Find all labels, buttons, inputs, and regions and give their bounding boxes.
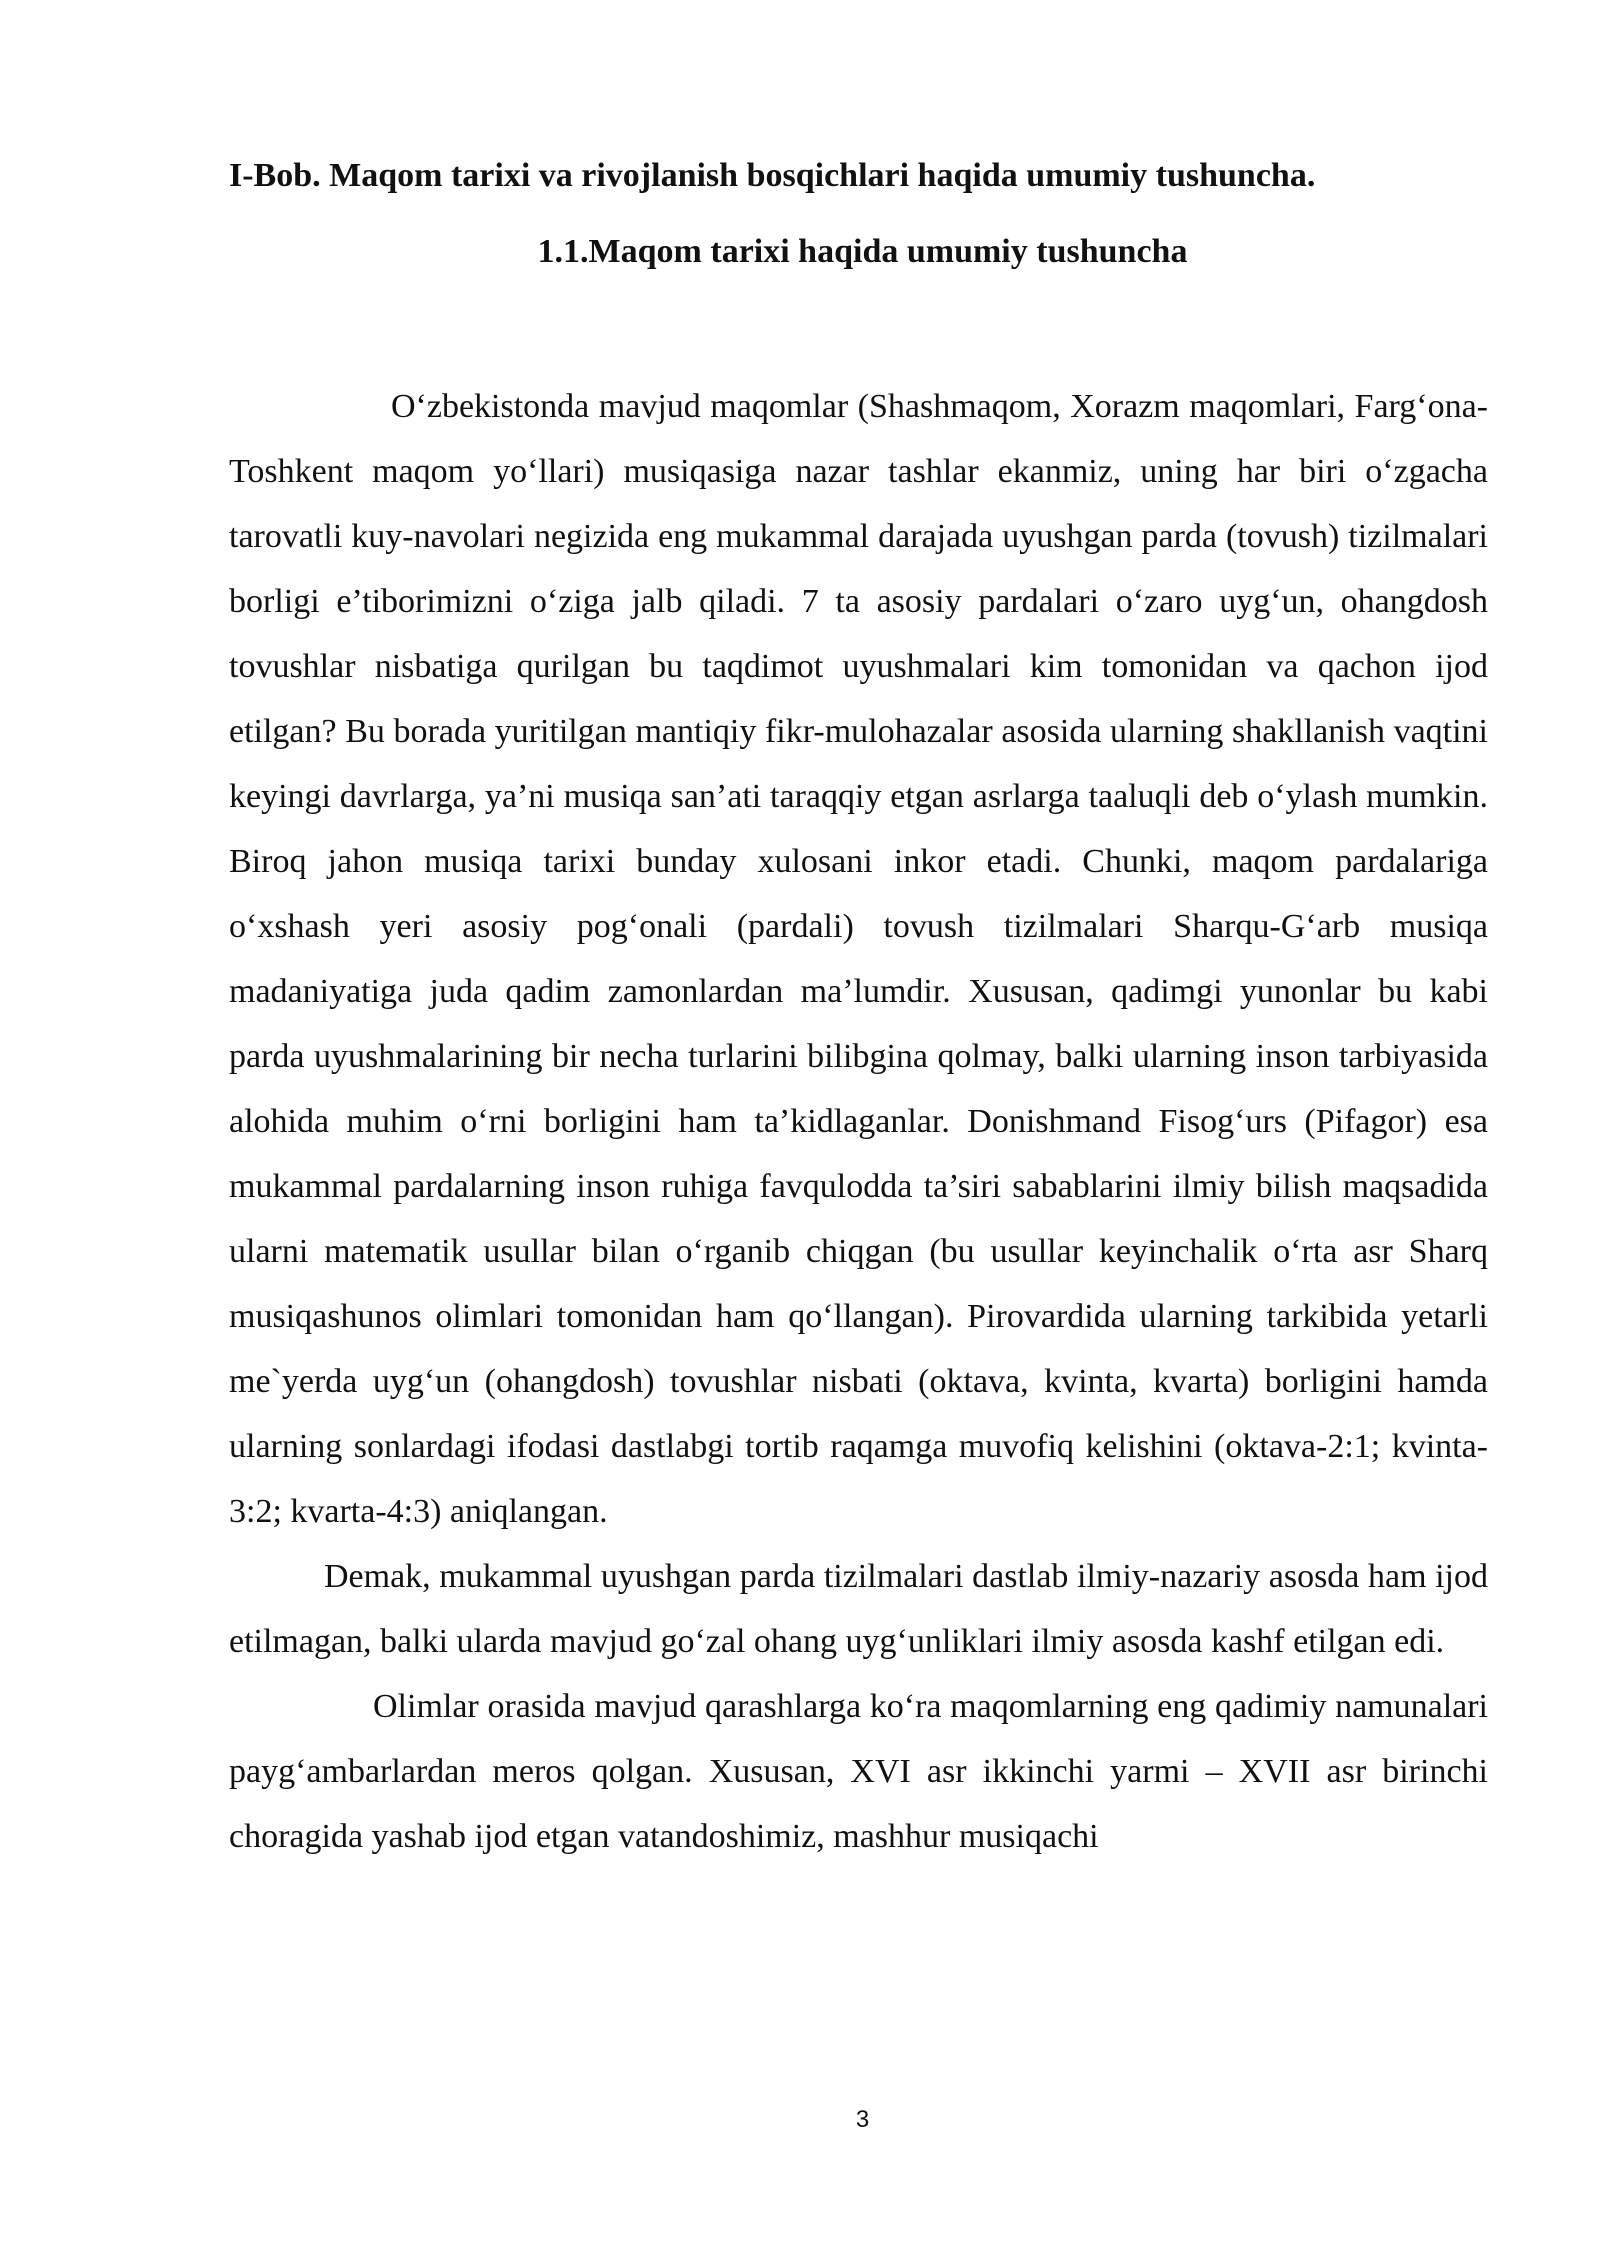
body-text	[229, 374, 1488, 1869]
paragraph: Demak, mukammal uyushgan parda tizilmalari dastlab ilmiy-nazariy asosda ham ijod etilmagan, balki ularda mavjud go‘zal ohang uyg‘unliklari ilmiy asosda kashf etilgan edi.	[229, 1558, 1488, 1660]
paragraph: O‘zbekistonda mavjud maqomlar (Shashmaqom, Xorazm maqomlari, Farg‘ona-Toshkent maqom yo‘llari) musiqasiga nazar tashlar ekanmiz, uning har biri o‘zgacha tarovatli kuy-navolari negizida eng mukammal darajada uyushgan parda (tovush) tizilmalari borligi e’tiborimizni o‘ziga jalb qiladi. 7 ta asosiy pardalari o‘zaro uyg‘un, ohangdosh tovushlar nisbatiga qurilgan bu taqdimot uyushmalari kim tomonidan va qachon ijod etilgan? Bu borada yuritilgan mantiqiy fikr-mulohazalar asosida ularning shakllanish vaqtini keyingi davrlarga, ya’ni musiqa san’ati taraqqiy etgan asrlarga taaluqli deb o‘ylash mumkin. Biroq jahon musiqa tarixi bunday xulosani inkor etadi. Chunki, maqom pardalariga o‘xshash yeri asosiy pog‘onali (pardali) tovush tizilmalari Sharqu-G‘arb musiqa madaniyatiga juda qadim zamonlardan ma’lumdir. Xususan, qadimgi yunonlar bu kabi parda uyushmalarining bir necha turlarini bilibgina qolmay, balki ularning inson tarbiyasida alohida muhim o‘rni borligini ham ta’kidlaganlar. Donishmand Fisog‘urs (Pifagor) esa mukammal pardalarning inson ruhiga favqulodda ta’siri sabablarini ilmiy bilish maqsadida ularni matematik usullar bilan o‘rganib chiqgan (bu usullar keyinchalik o‘rta asr Sharq musiqashunos olimlari tomonidan ham qo‘llangan). Pirovardida ularning tarkibida yetarli me`yerda uyg‘un (ohangdosh) tovushlar nisbati (oktava, kvinta, kvarta) borligini hamda ularning sonlardagi ifodasi dastlabgi tortib raqamga muvofiq kelishini (oktava-2:1; kvinta-3:2; kvarta-4:3) aniqlangan.	[229, 388, 1488, 1530]
chapter-title: I-Bob. Maqom tarixi va rivojlanish bosqichlari haqida umumiy tushuncha.	[229, 157, 1316, 194]
page-number: 3	[855, 2106, 870, 2133]
section-title: 1.1.Maqom tarixi haqida umumiy tushuncha	[537, 233, 1188, 270]
paragraph: Olimlar orasida mavjud qarashlarga ko‘ra maqomlarning eng qadimiy namunalari payg‘ambarlardan meros qolgan. Xususan, XVI asr ikkinchi yarmi – XVII asr birinchi choragida yashab ijod etgan vatandoshimiz, mashhur musiqachi	[229, 1688, 1488, 1855]
